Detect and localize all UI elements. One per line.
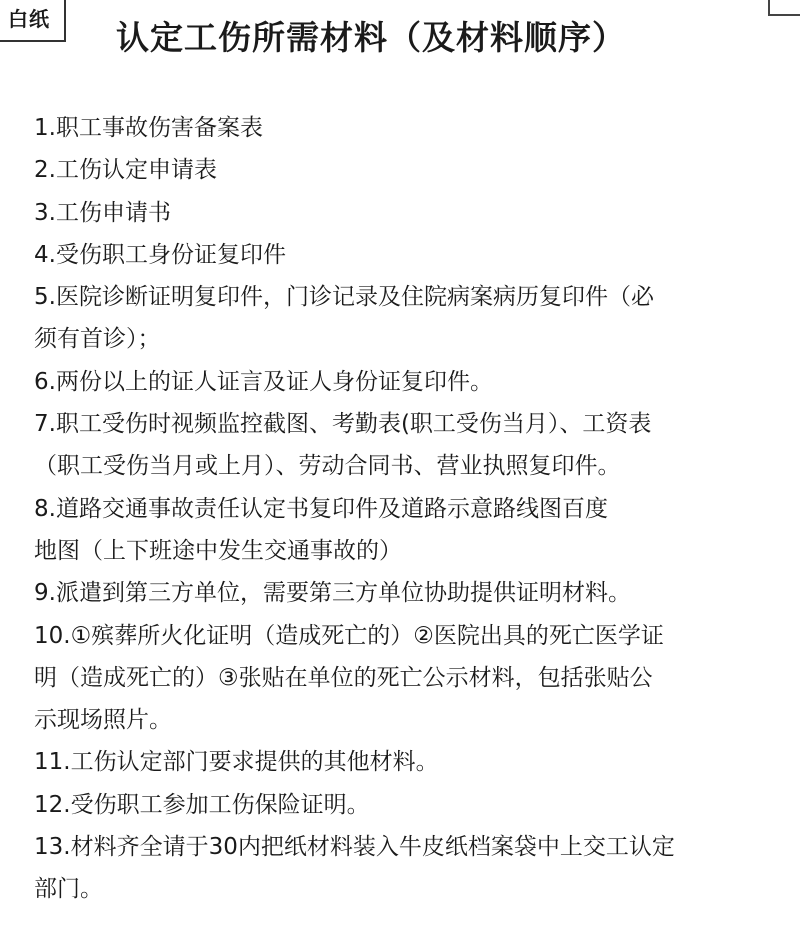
list-item [34,826,774,911]
list-item-line: 部门。 [34,876,103,903]
list-item-line: 12.受伤职工参加工伤保险证明。 [34,791,370,818]
list-item [34,615,774,742]
list-item-line: 13.材料齐全请于30内把纸材料装入牛皮纸档案袋中上交工认定 [34,834,675,861]
list-item-line: 明（造成死亡的）③张贴在单位的死亡公示材料，包括张贴公 [34,664,653,691]
list-item-line: 10.①殡葬所火化证明（造成死亡的）②医院出具的死亡医学证 [34,622,664,649]
list-item [34,149,774,191]
list-item [34,276,774,361]
list-item-line: 2.工伤认定申请表 [34,157,217,184]
list-item-line: 1.职工事故伤害备案表 [34,115,263,141]
list-item-line: （职工受伤当月或上月）、劳动合同书、营业执照复印件。 [34,453,621,480]
materials-list [34,107,774,911]
list-item-line: 5.医院诊断证明复印件，门诊记录及住院病案病历复印件（必 [34,284,654,311]
corner-tag-label: 白纸 [8,7,50,31]
list-item-line: 8.道路交通事故责任认定书复印件及道路示意路线图百度 [34,495,608,522]
list-item [34,741,774,783]
list-item [34,572,774,614]
list-item-line: 6.两份以上的证人证言及证人身份证复印件。 [34,368,493,395]
list-item-line: 地图（上下班途中发生交通事故的） [34,537,402,564]
list-item [34,192,774,234]
list-item [34,488,774,573]
list-item [34,234,774,276]
list-item-line: 须有首诊）； [34,326,161,353]
corner-mark [768,0,800,16]
page-title: 认定工伤所需材料（及材料顺序） [116,18,626,57]
list-item-line: 7.职工受伤时视频监控截图、考勤表(职工受伤当月）、工资表 [34,411,652,438]
list-item-line: 4.受伤职工身份证复印件 [34,241,286,268]
list-item [34,403,774,488]
list-item-line: 示现场照片。 [34,707,172,734]
list-item [34,107,774,149]
list-item [34,784,774,826]
corner-tag [0,0,66,42]
list-item-line: 11.工伤认定部门要求提供的其他材料。 [34,749,439,776]
list-item [34,361,774,403]
list-item-line: 9.派遣到第三方单位，需要第三方单位协助提供证明材料。 [34,580,631,607]
list-item-line: 3.工伤申请书 [34,199,171,226]
